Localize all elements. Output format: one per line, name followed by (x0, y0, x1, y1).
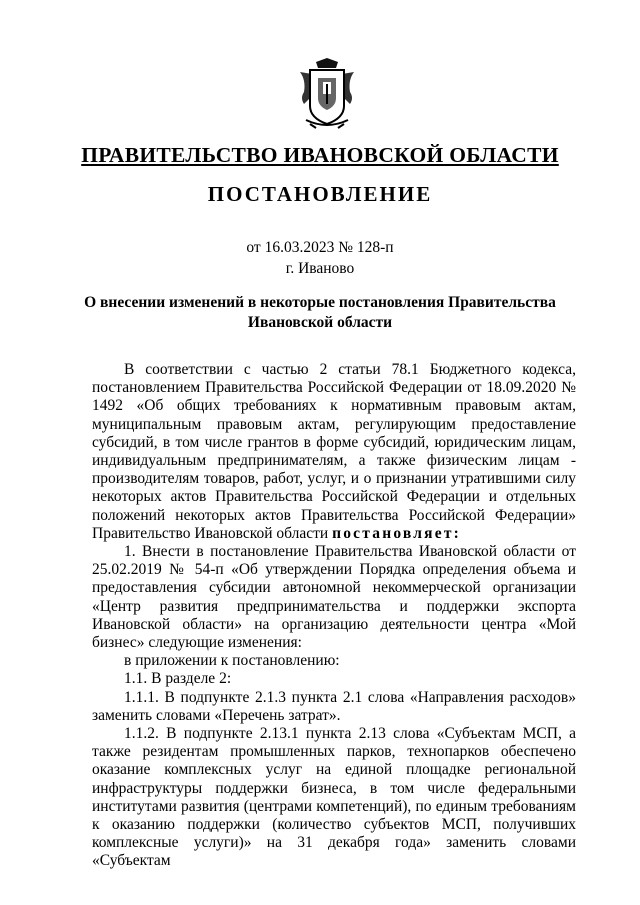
document-body (92, 361, 576, 871)
government-title: ПРАВИТЕЛЬСТВО ИВАНОВСКОЙ ОБЛАСТИ (81, 143, 559, 167)
title-line-1: О внесении изменений в некоторые постановления Правительства (84, 294, 556, 311)
document-meta (0, 237, 640, 279)
date-number: от 16.03.2023 № 128-п (246, 239, 394, 256)
paragraph-preamble (92, 361, 576, 543)
document-type: ПОСТАНОВЛЕНИЕ (207, 182, 433, 206)
preamble-text: В соответствии с частью 2 статьи 78.1 Бюджетного кодекса, постановлением Правительства Российской Федерации от 18.09.2020 № 1492 «Об общих требованиях к нормативным правовым актам, муниципальным правовым актам, регулирующим предоставление субсидий, в том числе грантов в форме субсидий, юридическим лицам, индивидуальным предпринимателям, а также физическим лицам - производителям товаров, работ, услуг, и о признании утратившими силу некоторых актов Правительства Российской Федерации и отдельных положений некоторых актов Правительства Российской Федерации» Правительство Ивановской области (92, 361, 576, 542)
paragraph-1: 1. Внести в постановление Правительства Ивановской области от 25.02.2019 № 54-п «Об утверждении Порядка определения объема и предоставления субсидии автономной некоммерческой организации «Центр развития предпринимательства и поддержки экспорта Ивановской области» на организацию деятельности центра «Мой бизнес» следующие изменения: (92, 543, 576, 652)
document-title (0, 293, 640, 333)
coat-of-arms-emblem (296, 58, 358, 130)
paragraph-1-1-2: 1.1.2. В подпункте 2.13.1 пункта 2.13 слова «Субъектам МСП, а также резидентам промышленных парков, технопарков обеспечено оказание комплексных услуг на единой площадке региональной инфраструктуры поддержки бизнеса, в том числе федеральными институтами развития (центрами компетенций), по единым требованиям к оказанию поддержки (количество субъектов МСП, получивших комплексные услуги)» на 31 декабря года» заменить словами «Субъектам (92, 725, 576, 870)
paragraph-1-1-1: 1.1.1. В подпункте 2.1.3 пункта 2.1 слова «Направления расходов» заменить словами «Перечень затрат». (92, 688, 576, 724)
resolution-keyword: постановляет: (332, 524, 461, 542)
paragraph-annex: в приложении к постановлению: (124, 652, 340, 670)
city: г. Иваново (285, 260, 355, 277)
paragraph-1-1: 1.1. В разделе 2: (124, 670, 232, 688)
title-line-2: Ивановской области (247, 314, 393, 331)
